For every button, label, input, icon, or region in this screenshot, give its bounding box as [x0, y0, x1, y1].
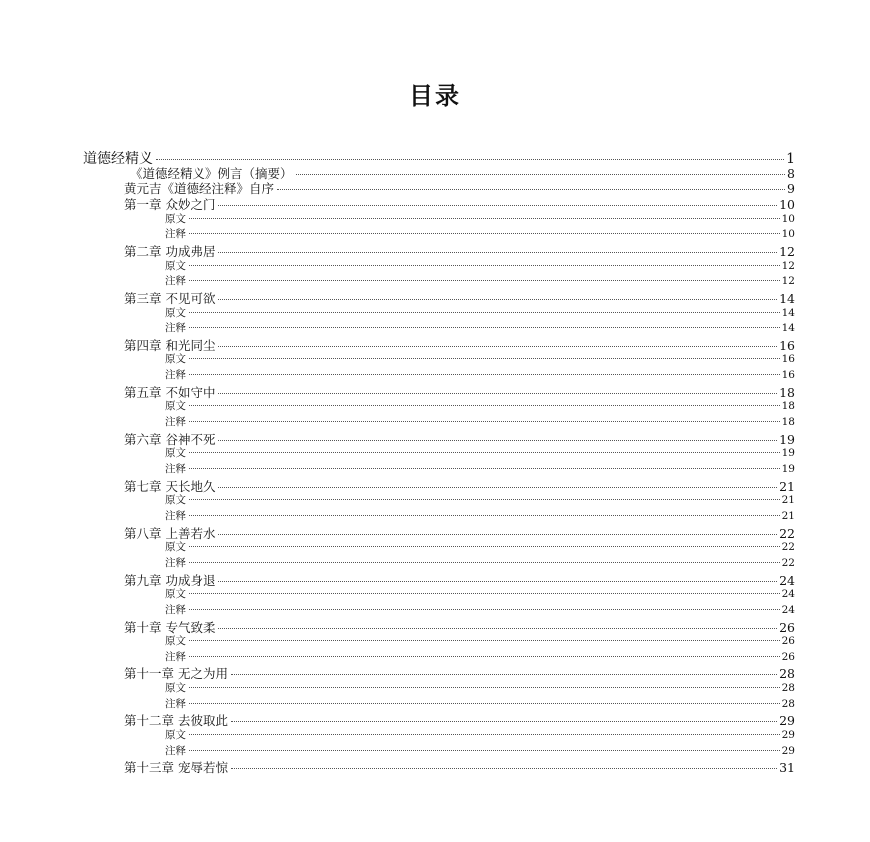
toc-dot-leader: [231, 768, 777, 769]
toc-entry-label: 注释: [165, 275, 186, 288]
toc-entry-label: 第六章 谷神不死: [124, 431, 216, 447]
toc-dot-leader: [189, 750, 780, 751]
toc-entry[interactable]: [165, 211, 795, 226]
toc-entry[interactable]: [165, 367, 795, 382]
toc-entry-label: 第十二章 去彼取此: [124, 713, 228, 729]
toc-entry-page-number: 26: [781, 650, 795, 663]
toc-dot-leader: [189, 280, 780, 281]
toc-entry-page-number: 18: [781, 416, 795, 429]
toc-dot-leader: [189, 265, 780, 266]
toc-dot-leader: [189, 546, 780, 547]
toc-dot-leader: [189, 374, 780, 375]
toc-entry-label: 道德经精义: [83, 151, 153, 167]
toc-entry-page-number: 16: [779, 337, 795, 353]
toc-entry[interactable]: [165, 649, 795, 664]
toc-entry-page-number: 10: [779, 196, 795, 212]
toc-dot-leader: [189, 656, 780, 657]
toc-entry[interactable]: [165, 351, 795, 366]
toc-entry-page-number: 24: [781, 603, 795, 616]
toc-dot-leader: [189, 499, 780, 500]
toc-entry-label: 原文: [165, 541, 186, 554]
toc-entry[interactable]: [165, 743, 795, 758]
toc-entry-label: 注释: [165, 416, 186, 429]
toc-dot-leader: [189, 358, 780, 359]
toc-entry-label: 注释: [165, 556, 186, 569]
toc-dot-leader: [218, 628, 777, 629]
toc-entry-label: 注释: [165, 369, 186, 382]
toc-dot-leader: [189, 593, 780, 594]
toc-entry-page-number: 16: [781, 369, 795, 382]
toc-entry[interactable]: [165, 633, 795, 648]
toc-entry-page-number: 14: [781, 306, 795, 319]
page-title: 目录: [409, 82, 461, 110]
toc-entry-page-number: 16: [781, 353, 795, 366]
toc-entry[interactable]: [124, 758, 795, 776]
toc-dot-leader: [189, 452, 780, 453]
toc-dot-leader: [189, 468, 780, 469]
toc-entry-label: 注释: [165, 322, 186, 335]
toc-entry-label: 第二章 功成弗居: [124, 243, 216, 259]
toc-entry-page-number: 1: [786, 151, 795, 167]
toc-entry[interactable]: [165, 602, 795, 617]
toc-entry-label: 注释: [165, 744, 186, 757]
toc-dot-leader: [189, 515, 780, 516]
toc-entry-page-number: 14: [781, 322, 795, 335]
toc-entry[interactable]: [165, 320, 795, 335]
toc-entry[interactable]: [165, 508, 795, 523]
toc-entry-label: 注释: [165, 509, 186, 522]
toc-dot-leader: [189, 421, 780, 422]
toc-dot-leader: [189, 327, 780, 328]
toc-entry-label: 第十一章 无之为用: [124, 666, 228, 682]
toc-entry-label: 原文: [165, 729, 186, 742]
toc-entry-label: 原文: [165, 212, 186, 225]
toc-entry[interactable]: [165, 305, 795, 320]
toc-entry-label: 原文: [165, 259, 186, 272]
toc-dot-leader: [231, 674, 777, 675]
toc-entry[interactable]: [165, 258, 795, 273]
toc-dot-leader: [156, 159, 784, 160]
toc-entry-page-number: 28: [781, 682, 795, 695]
toc-entry-page-number: 19: [781, 447, 795, 460]
toc-entry-page-number: 29: [779, 713, 795, 729]
toc-entry-label: 原文: [165, 306, 186, 319]
toc-entry-label: 黄元吉《道德经注释》自序: [124, 181, 275, 197]
toc-entry-page-number: 24: [781, 588, 795, 601]
toc-dot-leader: [218, 487, 777, 488]
toc-entry-page-number: 10: [781, 228, 795, 241]
toc-entry[interactable]: [165, 696, 795, 711]
toc-entry-page-number: 24: [779, 572, 795, 588]
toc-entry-label: 第八章 上善若水: [124, 525, 216, 541]
toc-dot-leader: [218, 393, 777, 394]
toc-entry-page-number: 22: [781, 556, 795, 569]
toc-entry-label: 原文: [165, 353, 186, 366]
toc-entry-label: 原文: [165, 400, 186, 413]
toc-entry[interactable]: [165, 555, 795, 570]
toc-dot-leader: [189, 609, 780, 610]
toc-entry-label: 原文: [165, 588, 186, 601]
toc-entry-page-number: 9: [787, 181, 795, 197]
toc-dot-leader: [218, 440, 777, 441]
toc-dot-leader: [189, 233, 780, 234]
toc-entry-page-number: 18: [779, 384, 795, 400]
toc-dot-leader: [189, 640, 780, 641]
toc-entry-page-number: 29: [781, 744, 795, 757]
toc-dot-leader: [189, 734, 780, 735]
toc-dot-leader: [189, 703, 780, 704]
toc-entry[interactable]: [165, 273, 795, 288]
toc-entry-label: 第一章 众妙之门: [124, 196, 216, 212]
toc-entry-page-number: 26: [781, 635, 795, 648]
toc-dot-leader: [189, 312, 780, 313]
toc-entry[interactable]: [165, 492, 795, 507]
toc-dot-leader: [218, 534, 777, 535]
toc-entry-page-number: 22: [781, 541, 795, 554]
toc-dot-leader: [218, 252, 777, 253]
toc-entry-label: 原文: [165, 635, 186, 648]
toc-entry-label: 第十章 专气致柔: [124, 619, 216, 635]
toc-entry[interactable]: [165, 226, 795, 241]
toc-dot-leader: [277, 189, 785, 190]
toc-entry-page-number: 26: [779, 619, 795, 635]
toc-dot-leader: [296, 174, 786, 175]
toc-entry-page-number: 21: [781, 509, 795, 522]
toc-entry-label: 第三章 不见可欲: [124, 290, 216, 306]
toc-entry[interactable]: [165, 398, 795, 413]
toc-entry-page-number: 18: [781, 400, 795, 413]
toc-entry-page-number: 19: [781, 463, 795, 475]
toc-entry[interactable]: [165, 445, 795, 460]
toc-entry-page-number: 10: [781, 212, 795, 225]
toc-entry-page-number: 12: [779, 243, 795, 259]
toc-entry-page-number: 29: [781, 729, 795, 742]
toc-dot-leader: [189, 687, 780, 688]
toc-entry[interactable]: [165, 414, 795, 429]
toc-entry-page-number: 28: [779, 666, 795, 682]
toc-entry-label: 注释: [165, 697, 186, 710]
toc-entry-label: 原文: [165, 682, 186, 695]
toc-entry-label: 注释: [165, 603, 186, 616]
toc-entry-page-number: 12: [781, 259, 795, 272]
toc-entry-label: 原文: [165, 447, 186, 460]
toc-entry-label: 第九章 功成身退: [124, 572, 216, 588]
toc-entry-label: 第五章 不如守中: [124, 384, 216, 400]
toc-entry-label: 原文: [165, 494, 186, 507]
toc-entry[interactable]: [165, 680, 795, 695]
toc-entry-page-number: 14: [779, 290, 795, 306]
toc-dot-leader: [189, 405, 780, 406]
toc-dot-leader: [218, 346, 777, 347]
toc-entry-label: 第十三章 宠辱若惊: [124, 760, 228, 776]
toc-entry-label: 第七章 天长地久: [124, 478, 216, 494]
toc-entry-page-number: 21: [779, 478, 795, 494]
toc-entry-label: 《道德经精义》例言（摘要）: [130, 165, 293, 181]
toc-entry-label: 注释: [165, 650, 186, 663]
toc-dot-leader: [189, 562, 780, 563]
toc-entry-page-number: 19: [779, 431, 795, 447]
toc-entry[interactable]: [165, 727, 795, 742]
toc-entry[interactable]: [165, 586, 795, 601]
toc-entry-label: 注释: [165, 228, 186, 241]
toc-entry-page-number: 31: [779, 760, 795, 776]
toc-dot-leader: [218, 299, 777, 300]
toc-dot-leader: [218, 581, 777, 582]
toc-entry-label: 注释: [165, 463, 186, 475]
toc-entry-label: 第四章 和光同尘: [124, 337, 216, 353]
toc-entry-page-number: 28: [781, 697, 795, 710]
toc-dot-leader: [189, 218, 780, 219]
toc-entry-page-number: 22: [779, 525, 795, 541]
toc-entry[interactable]: [165, 461, 795, 476]
toc-entry-page-number: 21: [781, 494, 795, 507]
toc-entry[interactable]: [165, 539, 795, 554]
toc-entry-page-number: 8: [787, 165, 795, 181]
toc-entry-page-number: 12: [781, 275, 795, 288]
toc-dot-leader: [218, 205, 777, 206]
toc-dot-leader: [231, 721, 777, 722]
